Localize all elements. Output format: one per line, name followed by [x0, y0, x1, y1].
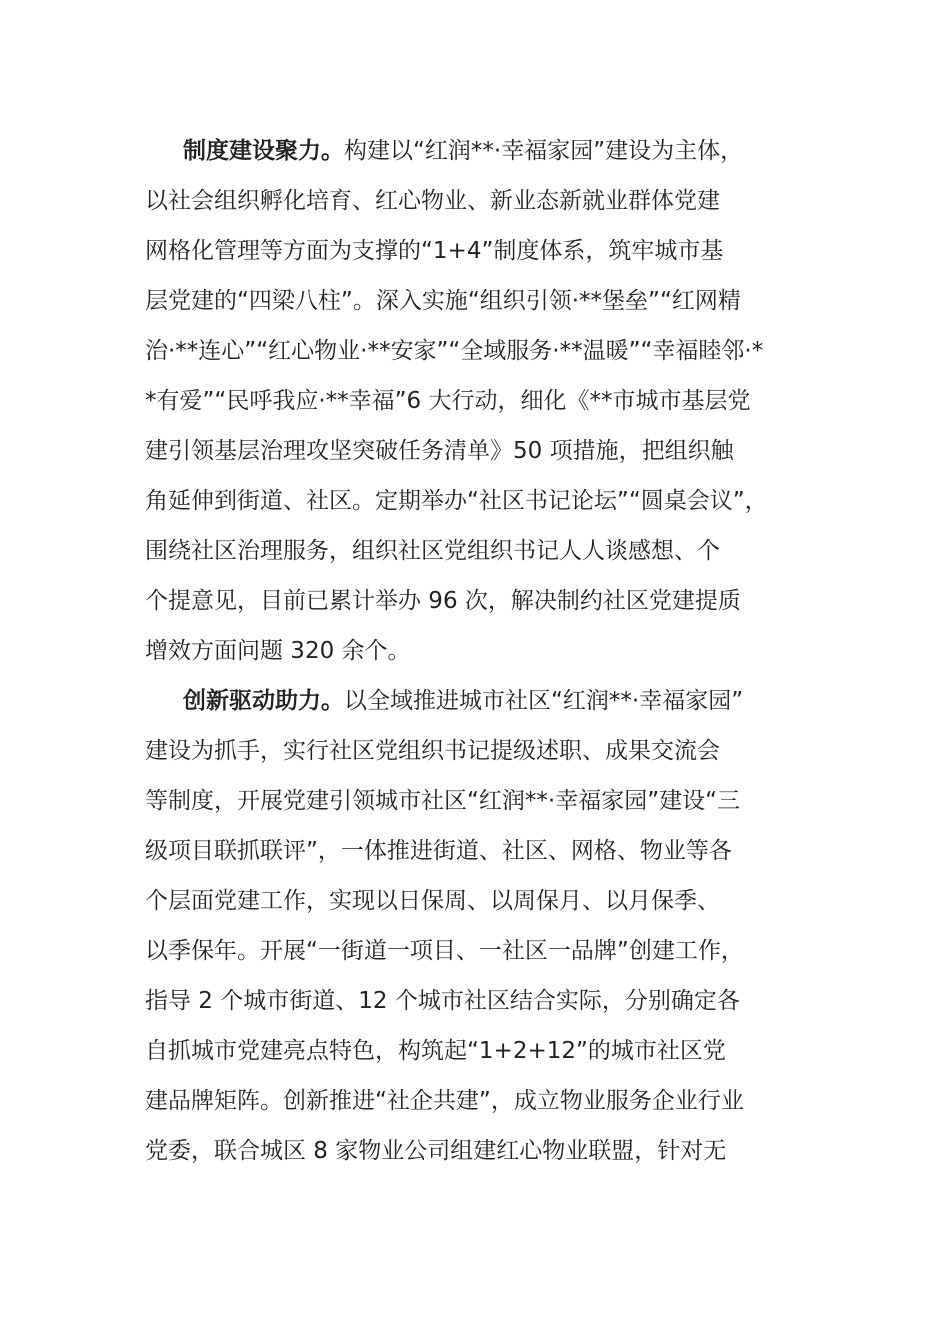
paragraph-line: 自抓城市党建亮点特色，构筑起“1+2+12”的城市社区党	[145, 1038, 726, 1064]
paragraph-line: *有爱”“民呼我应·**幸福”6 大行动，细化《**市城市基层党	[145, 388, 751, 414]
paragraph-line: 围绕社区治理服务，组织社区党组织书记人人谈感想、个	[145, 538, 720, 564]
paragraph-line: 建品牌矩阵。创新推进“社企共建”，成立物业服务企业行业	[145, 1088, 744, 1114]
paragraph-line: 建设为抓手，实行社区党组织书记提级述职、成果交流会	[145, 738, 720, 764]
paragraph-first-line	[145, 126, 805, 176]
paragraph-line: 以季保年。开展“一街道一项目、一社区一品牌”创建工作，	[145, 938, 744, 964]
paragraph-text: 构建以“红润**·幸福家园”建设为主体，	[344, 138, 744, 164]
paragraph-innovation-driven	[145, 676, 805, 1176]
paragraph-line: 指导 2 个城市街道、12 个城市社区结合实际，分别确定各	[145, 988, 740, 1014]
paragraph-line: 级项目联抓联评”，一体推进街道、社区、网格、物业等各	[145, 838, 732, 864]
paragraph-line: 治·**连心”“红心物业·**安家”“全域服务·**温暖”“幸福睦邻·*	[145, 338, 764, 364]
paragraph-line: 个层面党建工作，实现以日保周、以周保月、以月保季、	[145, 888, 720, 914]
paragraph-line: 网格化管理等方面为支撑的“1+4”制度体系，筑牢城市基	[145, 238, 724, 264]
paragraph-line: 建引领基层治理攻坚突破任务清单》50 项措施，把组织触	[145, 438, 734, 464]
paragraph-lead-heading: 创新驱动助力。	[183, 688, 344, 714]
paragraph-text: 以全域推进城市社区“红润**·幸福家园”	[344, 688, 744, 714]
paragraph-line: 党委，联合城区 8 家物业公司组建红心物业联盟，针对无	[145, 1138, 727, 1164]
paragraph-first-line	[145, 676, 805, 726]
paragraph-line: 增效方面问题 320 余个。	[145, 638, 411, 664]
document-body	[145, 126, 805, 1176]
paragraph-line: 角延伸到街道、社区。定期举办“社区书记论坛”“圆桌会议”，	[145, 488, 768, 514]
paragraph-line: 等制度，开展党建引领城市社区“红润**·幸福家园”建设“三	[145, 788, 741, 814]
paragraph-line: 以社会组织孵化培育、红心物业、新业态新就业群体党建	[145, 188, 720, 214]
paragraph-line: 个提意见，目前已累计举办 96 次，解决制约社区党建提质	[145, 588, 741, 614]
paragraph-lead-heading: 制度建设聚力。	[183, 138, 344, 164]
paragraph-institution-building	[145, 126, 805, 676]
paragraph-line: 层党建的“四梁八柱”。深入实施“组织引领·**堡垒”“红网精	[145, 288, 741, 314]
